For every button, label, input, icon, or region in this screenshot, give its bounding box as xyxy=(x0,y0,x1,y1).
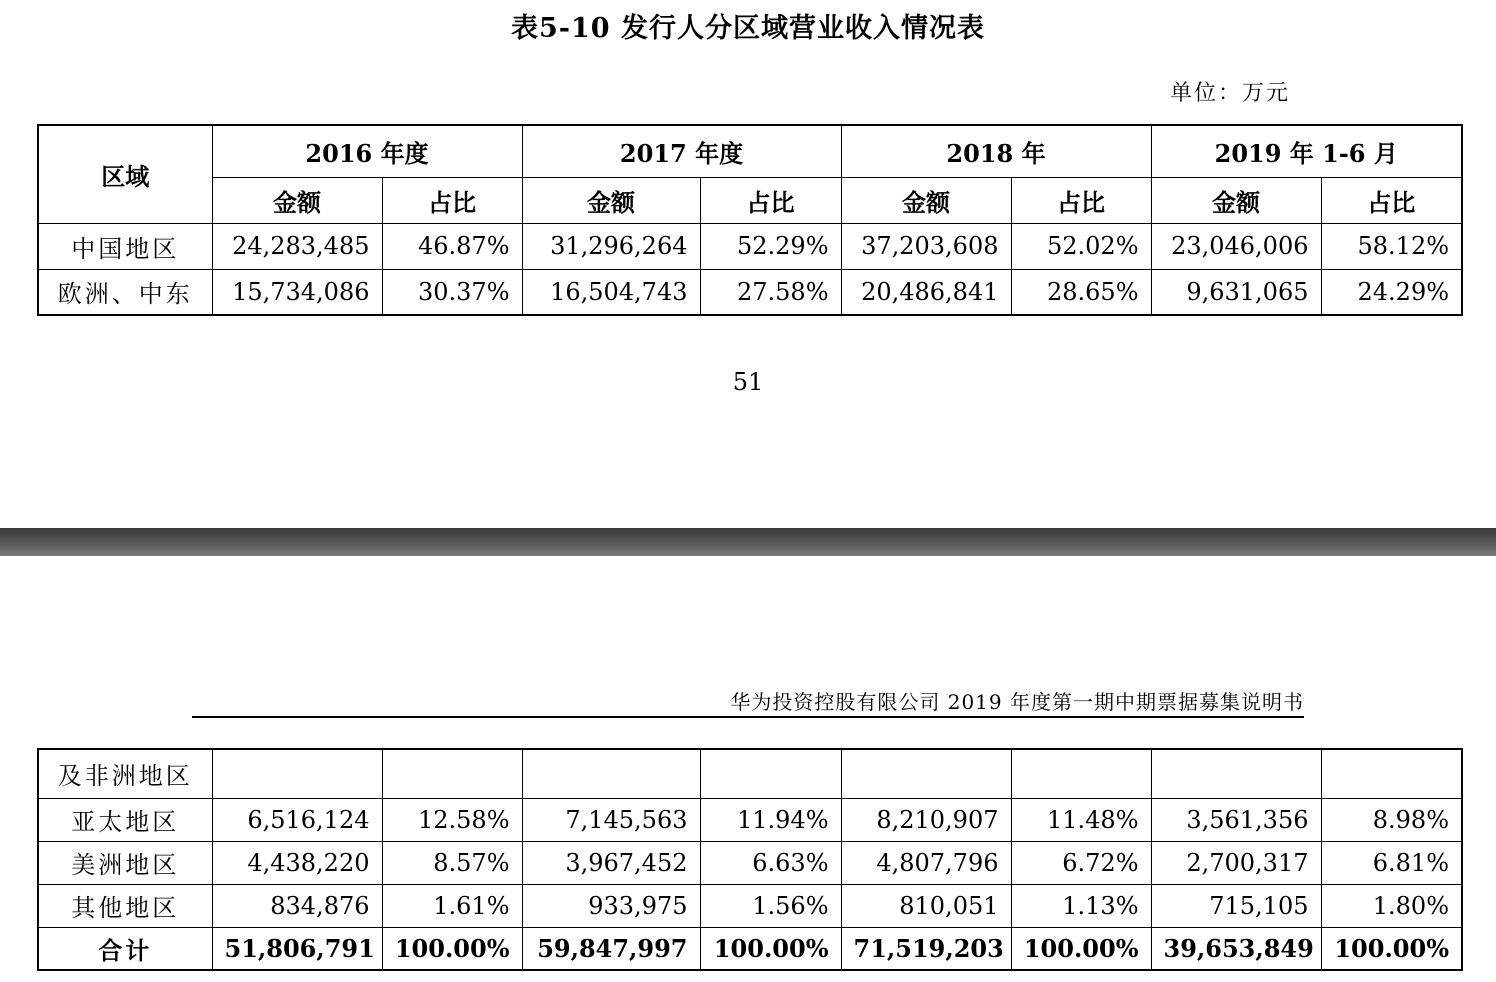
cell-value: 7,145,563 xyxy=(522,798,700,841)
table-row xyxy=(38,223,1462,269)
header-ratio: 占比 xyxy=(382,177,522,223)
cell-value: 1.80% xyxy=(1321,884,1462,927)
header-amount: 金额 xyxy=(1151,177,1321,223)
cell-value: 6.81% xyxy=(1321,841,1462,884)
row-region: 中国地区 xyxy=(38,223,212,269)
cell-value: 20,486,841 xyxy=(841,269,1011,315)
cell-value: 8.57% xyxy=(382,841,522,884)
total-value: 100.00% xyxy=(382,927,522,970)
cell-value: 8,210,907 xyxy=(841,798,1011,841)
cell-value: 3,967,452 xyxy=(522,841,700,884)
cell-value: 715,105 xyxy=(1151,884,1321,927)
table-row xyxy=(38,884,1462,927)
cell-value: 810,051 xyxy=(841,884,1011,927)
cell-value: 31,296,264 xyxy=(522,223,700,269)
cell-value: 28.65% xyxy=(1011,269,1151,315)
header-amount: 金额 xyxy=(212,177,382,223)
cell-value: 37,203,608 xyxy=(841,223,1011,269)
header-ratio: 占比 xyxy=(1321,177,1462,223)
row-region-continued: 及非洲地区 xyxy=(38,749,212,798)
cell-value: 9,631,065 xyxy=(1151,269,1321,315)
empty-cell xyxy=(212,749,382,798)
header-ratio: 占比 xyxy=(700,177,841,223)
empty-cell xyxy=(1011,749,1151,798)
header-region: 区域 xyxy=(38,125,212,223)
cell-value: 24,283,485 xyxy=(212,223,382,269)
empty-cell xyxy=(700,749,841,798)
total-value: 51,806,791 xyxy=(212,927,382,970)
header-year-2018: 2018 年 xyxy=(841,125,1151,177)
total-label: 合计 xyxy=(38,927,212,970)
cell-value: 12.58% xyxy=(382,798,522,841)
total-value: 100.00% xyxy=(700,927,841,970)
table-row xyxy=(38,841,1462,884)
cell-value: 8.98% xyxy=(1321,798,1462,841)
header-ratio: 占比 xyxy=(1011,177,1151,223)
cell-value: 834,876 xyxy=(212,884,382,927)
page-number: 51 xyxy=(732,368,764,396)
empty-cell xyxy=(1151,749,1321,798)
header-amount: 金额 xyxy=(522,177,700,223)
row-region: 亚太地区 xyxy=(38,798,212,841)
cell-value: 6,516,124 xyxy=(212,798,382,841)
header-year-2017: 2017 年度 xyxy=(522,125,841,177)
cell-value: 52.29% xyxy=(700,223,841,269)
row-region: 欧洲、中东 xyxy=(38,269,212,315)
header-rule xyxy=(192,716,1304,718)
header-year-2016: 2016 年度 xyxy=(212,125,522,177)
cell-value: 1.61% xyxy=(382,884,522,927)
cell-value: 30.37% xyxy=(382,269,522,315)
page-separator xyxy=(0,528,1496,556)
cell-value: 933,975 xyxy=(522,884,700,927)
empty-cell xyxy=(522,749,700,798)
cell-value: 58.12% xyxy=(1321,223,1462,269)
cell-value: 24.29% xyxy=(1321,269,1462,315)
cell-value: 4,438,220 xyxy=(212,841,382,884)
cell-value: 52.02% xyxy=(1011,223,1151,269)
empty-cell xyxy=(382,749,522,798)
table-row xyxy=(38,798,1462,841)
revenue-by-region-table-continued xyxy=(37,748,1463,971)
total-row xyxy=(38,927,1462,970)
cell-value: 1.56% xyxy=(700,884,841,927)
row-region: 美洲地区 xyxy=(38,841,212,884)
cell-value: 6.72% xyxy=(1011,841,1151,884)
cell-value: 2,700,317 xyxy=(1151,841,1321,884)
cell-value: 11.48% xyxy=(1011,798,1151,841)
table-row xyxy=(38,269,1462,315)
header-amount: 金额 xyxy=(841,177,1011,223)
total-value: 71,519,203 xyxy=(841,927,1011,970)
row-region: 其他地区 xyxy=(38,884,212,927)
cell-value: 1.13% xyxy=(1011,884,1151,927)
cell-value: 4,807,796 xyxy=(841,841,1011,884)
revenue-by-region-table xyxy=(37,124,1463,316)
cell-value: 23,046,006 xyxy=(1151,223,1321,269)
empty-cell xyxy=(1321,749,1462,798)
running-header: 华为投资控股有限公司 2019 年度第一期中期票据募集说明书 xyxy=(730,690,1304,714)
cell-value: 3,561,356 xyxy=(1151,798,1321,841)
cell-value: 11.94% xyxy=(700,798,841,841)
table-row xyxy=(38,749,1462,798)
cell-value: 46.87% xyxy=(382,223,522,269)
total-value: 100.00% xyxy=(1321,927,1462,970)
empty-cell xyxy=(841,749,1011,798)
cell-value: 16,504,743 xyxy=(522,269,700,315)
unit-label: 单位：万元 xyxy=(1170,81,1291,106)
table-title: 表5-10 发行人分区域营业收入情况表 xyxy=(511,13,985,44)
total-value: 59,847,997 xyxy=(522,927,700,970)
cell-value: 15,734,086 xyxy=(212,269,382,315)
total-value: 39,653,849 xyxy=(1151,927,1321,970)
header-year-2019h1: 2019 年 1-6 月 xyxy=(1151,125,1462,177)
cell-value: 27.58% xyxy=(700,269,841,315)
cell-value: 6.63% xyxy=(700,841,841,884)
total-value: 100.00% xyxy=(1011,927,1151,970)
